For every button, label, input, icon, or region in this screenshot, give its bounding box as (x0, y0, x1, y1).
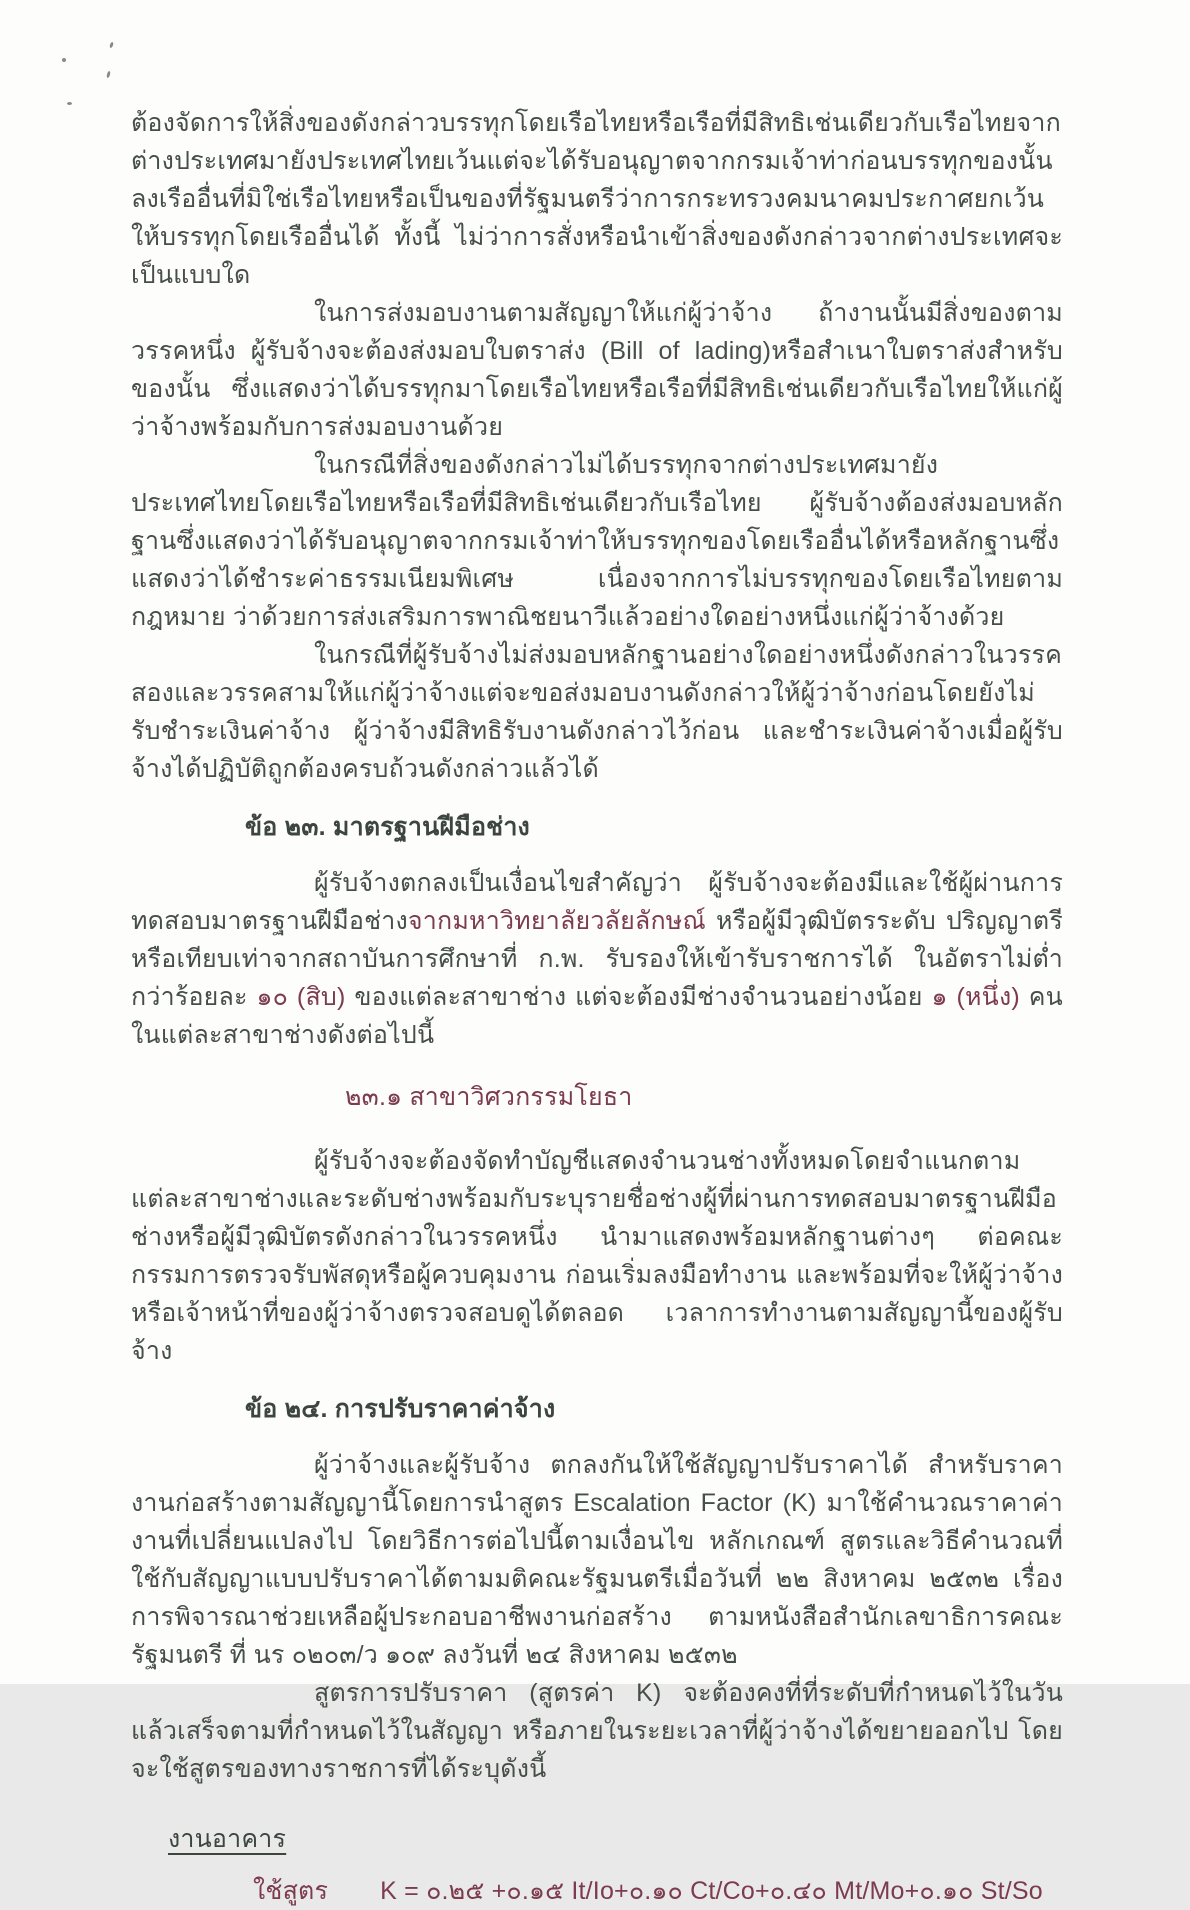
craftsman-count-red-text: ๑ (หนึ่ง) (931, 983, 1020, 1011)
craftsman-text-4: คน ในแต่ละสาขาช่างดังต่อไปนี้ (131, 983, 1063, 1049)
scan-speck (62, 58, 66, 62)
paragraph-cargo-by-thai-vessel: ต้องจัดการให้สิ่งของดังกล่าวบรรทุกโดยเรือไทยหรือเรือที่มีสิทธิเช่นเดียวกับเรือไทยจากต่างประเทศมายังประเทศไทยเว้นแต่จะได้รับอนุญาตจากกรมเจ้าท่าก่อนบรรทุกของนั้นลงเรืออื่นที่มิใช่เรือไทยหรือเป็นของที่รัฐมนตรีว่าการกระทรวงคมนาคมประกาศยกเว้นให้บรรทุกโดยเรืออื่นได้ ทั้งนี้ ไม่ว่าการสั่งหรือนำเข้าสิ่งของดังกล่าวจากต่างประเทศจะเป็นแบบใด (131, 109, 1063, 289)
formula-use-label: ใช้สูตร (253, 1877, 329, 1905)
paragraph-craftsman-standard (131, 864, 1063, 1054)
craftsman-percent-red-text: ๑๐ (สิบ) (256, 983, 346, 1011)
craftsman-text-1: ผู้รับจ้างตกลงเป็นเงื่อนไขสำคัญว่า ผู้รับจ้างจะต้องมีและใช้ผู้ผ่านการทดสอบมาตรฐานฝีมือช่าง (131, 869, 1063, 935)
scan-speck (67, 102, 72, 105)
paragraph-not-shipped-by-thai-vessel: ในกรณีที่สิ่งของดังกล่าวไม่ได้บรรทุกจากต่างประเทศมายังประเทศไทยโดยเรือไทยหรือเรือที่มีสิทธิเช่นเดียวกับเรือไทย ผู้รับจ้างต้องส่งมอบหลักฐานซึ่งแสดงว่าได้รับอนุญาตจากกรมเจ้าท่าให้บรรทุกของโดยเรืออื่นได้หรือหลักฐานซึ่งแสดงว่าได้ชำระค่าธรรมเนียมพิเศษ เนื่องจากการไม่บรรทุกของโดยเรือไทยตามกฎหมาย ว่าด้วยการส่งเสริมการพาณิชยนาวีแล้วอย่างใดอย่างหนึ่งแก่ผู้ว่าจ้างด้วย (131, 451, 1063, 631)
craftsman-text-2: หรือผู้มีวุฒิบัตรระดับ ปริญญาตรี หรือเทียบเท่าจากสถาบันการศึกษาที่ ก.พ. รับรองให้เข้ารับราชการได้ ในอัตราไม่ต่ำกว่าร้อยละ (131, 907, 1063, 1011)
craftsman-text-3: ของแต่ละสาขาช่าง แต่จะต้องมีช่างจำนวนอย่างน้อย (345, 983, 932, 1011)
formula-row (253, 1872, 1063, 1910)
paragraph-work-handover-bill-of-lading: ในการส่งมอบงานตามสัญญาให้แก่ผู้ว่าจ้าง ถ้างานนั้นมีสิ่งของตามวรรคหนึ่ง ผู้รับจ้างจะต้องส่งมอบใบตราส่ง (Bill of lading)หรือสำเนาใบตราส่งสำหรับของนั้น ซึ่งแสดงว่าได้บรรทุกมาโดยเรือไทยหรือเรือที่มีสิทธิเช่นเดียวกับเรือไทยให้แก่ผู้ว่าจ้างพร้อมกับการส่งมอบงานด้วย (131, 299, 1063, 441)
scan-speck (106, 71, 111, 79)
building-work-label: งานอาคาร (168, 1825, 287, 1853)
paragraph-missing-evidence: ในกรณีที่ผู้รับจ้างไม่ส่งมอบหลักฐานอย่างใดอย่างหนึ่งดังกล่าวในวรรคสองและวรรคสามให้แก่ผู้ว่าจ้างแต่จะขอส่งมอบงานดังกล่าวให้ผู้ว่าจ้างก่อนโดยยังไม่รับชำระเงินค่าจ้าง ผู้ว่าจ้างมีสิทธิรับงานดังกล่าวไว้ก่อน และชำระเงินค่าจ้างเมื่อผู้รับจ้างได้ปฏิบัติถูกต้องครบถ้วนดังกล่าวแล้วได้ (131, 641, 1063, 783)
section-23-1-subheading: ๒๓.๑ สาขาวิศวกรรมโยธา (345, 1083, 633, 1111)
paragraph-craftsman-register: ผู้รับจ้างจะต้องจัดทำบัญชีแสดงจำนวนช่างทั้งหมดโดยจำแนกตามแต่ละสาขาช่างและระดับช่างพร้อมกับระบุรายชื่อช่างผู้ที่ผ่านการทดสอบมาตรฐานฝีมือช่างหรือผู้มีวุฒิบัตรดังกล่าวในวรรคหนึ่ง นำมาแสดงพร้อมหลักฐานต่างๆ ต่อคณะกรรมการตรวจรับพัสดุหรือผู้ควบคุมงาน ก่อนเริ่มลงมือทำงาน และพร้อมที่จะให้ผู้ว่าจ้างหรือเจ้าหน้าที่ของผู้ว่าจ้างตรวจสอบดูได้ตลอด เวลาการทำงานตามสัญญานี้ของผู้รับจ้าง (131, 1147, 1063, 1365)
document-body (131, 104, 1063, 1910)
section-24-heading: ข้อ ๒๔. การปรับราคาค่าจ้าง (245, 1395, 556, 1423)
paragraph-k-formula-fixed: สูตรการปรับราคา (สูตรค่า K) จะต้องคงที่ที่ระดับที่กำหนดไว้ในวันแล้วเสร็จตามที่กำหนดไว้ในสัญญา หรือภายในระยะเวลาที่ผู้ว่าจ้างได้ขยายออกไป โดยจะใช้สูตรของทางราชการที่ได้ระบุดังนี้ (131, 1679, 1063, 1783)
scan-speck (109, 42, 114, 49)
craftsman-university-red-text: จากมหาวิทยาลัยวลัยลักษณ์ (407, 907, 706, 935)
section-23-heading: ข้อ ๒๓. มาตรฐานฝีมือช่าง (245, 813, 530, 841)
k-factor-formula: K = ๐.๒๕ +๐.๑๕ It/Io+๐.๑๐ Ct/Co+๐.๔๐ Mt/Mo+๐.๑๐ St/So (380, 1877, 1043, 1905)
paragraph-price-escalation: ผู้ว่าจ้างและผู้รับจ้าง ตกลงกันให้ใช้สัญญาปรับราคาได้ สำหรับราคางานก่อสร้างตามสัญญานี้โดยการนำสูตร Escalation Factor (K) มาใช้คำนวณราคาค่างานที่เปลี่ยนแปลงไป โดยวิธีการต่อไปนี้ตามเงื่อนไข หลักเกณฑ์ สูตรและวิธีคำนวณที่ใช้กับสัญญาแบบปรับราคาได้ตามมติคณะรัฐมนตรีเมื่อวันที่ ๒๒ สิงหาคม ๒๕๓๒ เรื่องการพิจารณาช่วยเหลือผู้ประกอบอาชีพงานก่อสร้าง ตามหนังสือสำนักเลขาธิการคณะรัฐมนตรี ที่ นร ๐๒๐๓/ว ๑๐๙ ลงวันที่ ๒๔ สิงหาคม ๒๕๓๒ (131, 1451, 1063, 1669)
